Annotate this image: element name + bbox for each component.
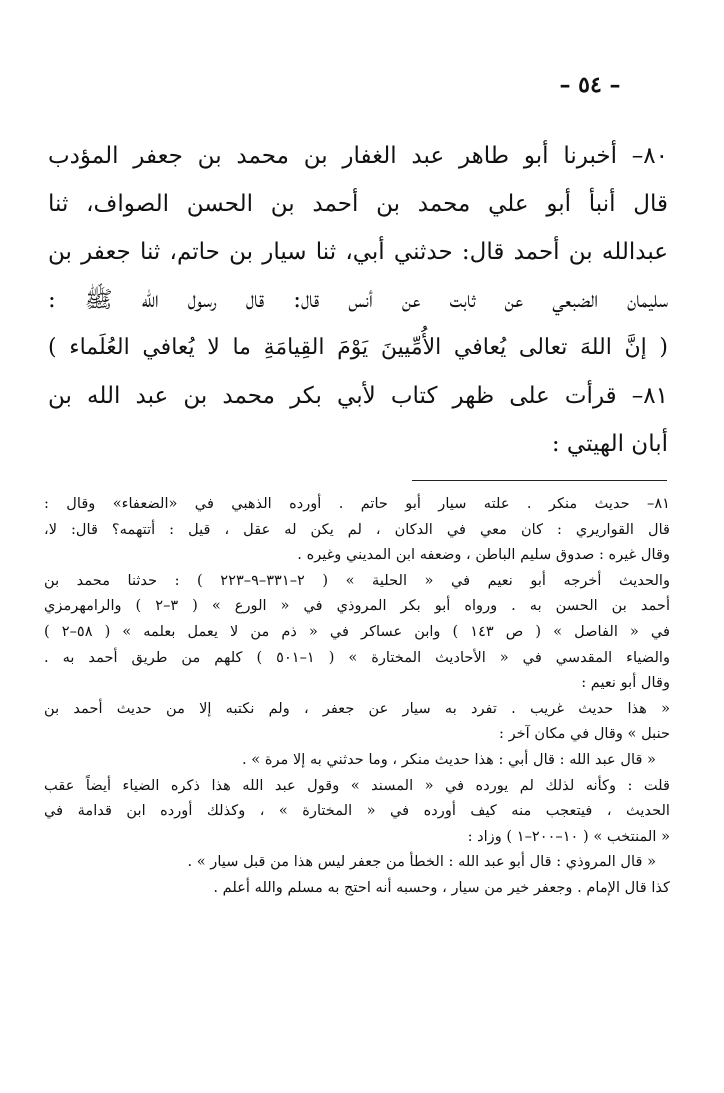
footnotes (44, 491, 670, 901)
footnote-line: كذا قال الإمام . وجعفر خير من سيار ، وحسبه أنه احتج به مسلم والله أعلم . (213, 878, 670, 896)
footnote-line: أحمد بن الحسن به . ورواه أبو بكر المروذي في « الورع » ( ٣–٢ ) والرامهرمزي (44, 597, 671, 615)
footnote-line: حنبل » وقال في مكان آخر : (499, 725, 670, 743)
main-text-line: عبدالله بن أحمد قال: حدثني أبي، ثنا سيار بن حاتم، ثنا جعفر بن (48, 239, 668, 265)
footnote-line: وقال أبو نعيم : (581, 674, 670, 692)
footnote-divider (412, 480, 667, 481)
footnote-line: « المنتخب » ( ١٠–٢٠٠–١ ) وزاد : (467, 827, 670, 845)
footnote-line: والضياء المقدسي في « الأحاديث المختارة » ( ١–٥٠١ ) كلهم من طريق أحمد به . (44, 648, 670, 666)
footnote-line: وقال غيره : صدوق سليم الباطن ، وضعفه ابن المديني وغيره . (297, 546, 670, 564)
footnote-line: ٨١– حديث منكر . علته سيار أبو حاتم . أورده الذهبي في «الضعفاء» وقال : (44, 495, 670, 512)
hadith-text-line: ( إنَّ اللهَ تعالى يُعافي الأُمِّيينَ يَوْمَ القِيامَةِ ما لا يُعافي العُلَماء ) (48, 335, 668, 360)
main-text-line: ٨١– قرأت على ظهر كتاب لأبي بكر محمد بن عبد الله بن (48, 383, 668, 409)
footnote-line: « هذا حديث غريب . تفرد به سيار عن جعفر ، ولم نكتبه إلا من حديث أحمد بن (44, 699, 670, 717)
footnote-line: « قال المروذي : قال أبو عبد الله : الخطأ من جعفر ليس هذا من قبل سيار » . (187, 853, 656, 871)
footnote-line: الحديث ، فيتعجب منه كيف أورده في « المختارة » ، وكذلك أورده ابن قدامة في (44, 802, 670, 820)
footnote-line: « قال عبد الله : قال أبي : هذا حديث منكر ، وما حدثني به إلا مرة » . (241, 750, 656, 768)
main-text (48, 132, 668, 468)
main-text-line: قال أنبأ أبو علي محمد بن أحمد بن الحسن الصواف، ثنا (48, 191, 668, 217)
main-text-line: أبان الهيتي : (551, 431, 668, 457)
footnote-line: قلت : وكأنه لذلك لم يورده في « المسند » وقول عبد الله هذا ذكره الضياء أيضاً عقب (44, 776, 670, 794)
footnote-line: في « الفاصل » ( ص ١٤٣ ) وابن عساكر في « ذم من لا يعمل بعلمه » ( ٥٨–٢ ) (44, 622, 670, 640)
main-text-line: سليمان الضبعي عن ثابت عن أنس قال: قال رسول الله ﷺ : (48, 287, 668, 313)
main-text-line: ٨٠– أخبرنا أبو طاهر عبد الغفار بن محمد بن جعفر المؤدب (48, 143, 668, 169)
footnote-line: والحديث أخرجه أبو نعيم في « الحلية » ( ٢–٣٣١–٩–٢٢٣ ) : حدثنا محمد بن (44, 571, 671, 589)
footnote-line: قال القواريري : كان معي في الدكان ، لم يكن له عقل ، قيل : أتتهمه؟ قال: لا، (44, 520, 670, 538)
page-number: – ٥٤ – (559, 72, 621, 98)
